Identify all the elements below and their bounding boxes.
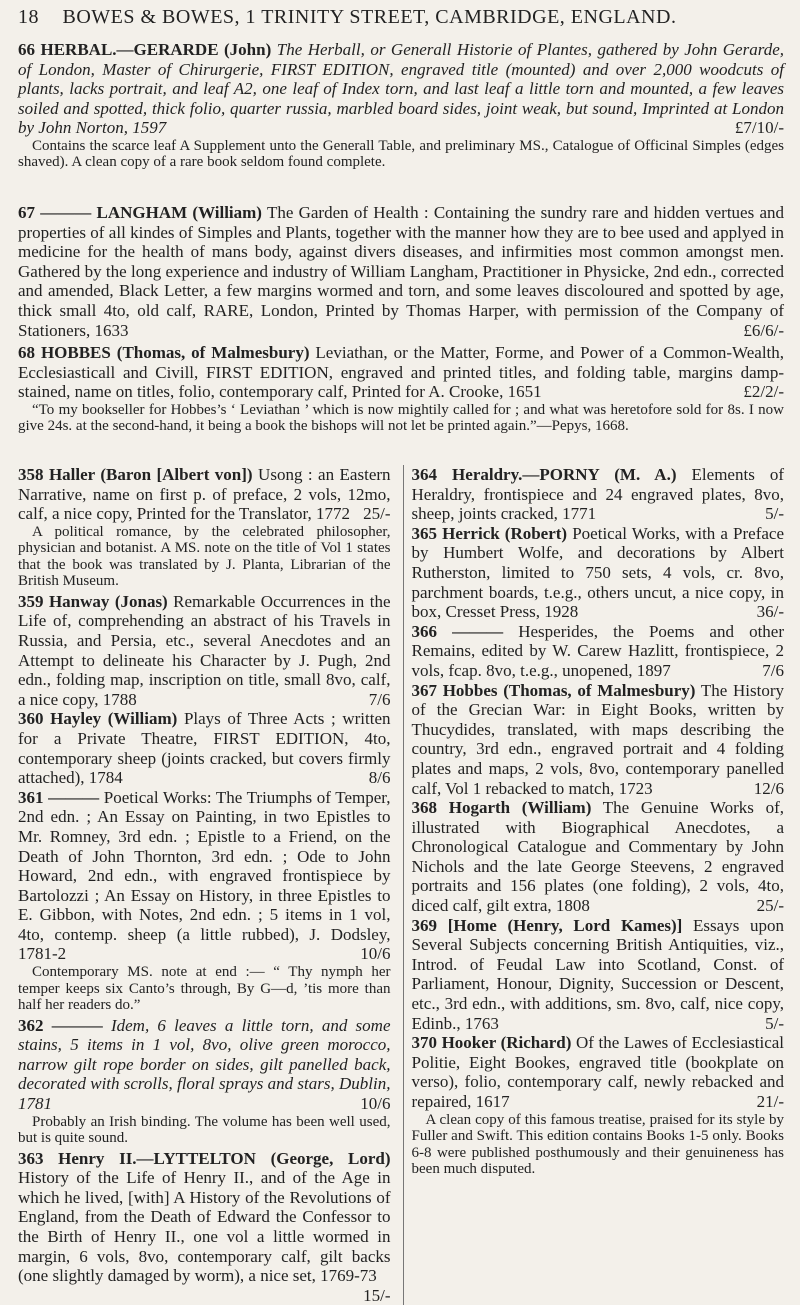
entry-heading: Hooker (Richard): [441, 1033, 572, 1053]
entry-367: [412, 681, 785, 799]
entry-price: 8/6: [368, 768, 391, 788]
entry-number: 359: [18, 591, 44, 611]
entry-heading: ——— LANGHAM (William): [40, 203, 262, 222]
entry-heading: ———: [51, 1015, 103, 1035]
entry-description: Leviathan, or the Matter, Forme, and Power of a Common-Wealth, Ecclesiasticall and Civill, FIRST EDITION, engraved and printed titles, and folding table, margins damp-stained, name on titles, folio, contemporary calf, Printed for A. Crooke, 1651: [18, 343, 785, 402]
entry-price: 15/-: [363, 1285, 391, 1305]
entry-heading: Heraldry.—PORNY (M. A.): [452, 465, 677, 484]
entry-description: The History of the Grecian War: in Eight Books, written by Thucydides, translated, with maps describing the country, 3rd edn., engraved portrait and 4 folding plates and maps, 2 vols, 8vo, contemporary panelled calf, Vol 1 rebacked to match, 1723: [411, 680, 784, 798]
entry-363: [18, 1148, 391, 1305]
right-column: [403, 465, 785, 1305]
entry-361: [18, 788, 391, 1014]
entry-price: 5/-: [765, 504, 784, 524]
entry-price: £2/2/-: [743, 382, 784, 402]
entry-68: [18, 343, 784, 437]
entry-description: Poetical Works: The Triumphs of Temper, 2nd edn. ; An Essay on Painting, in two Epistles to Mr. Romney, 3rd edn. ; Epistle to a Friend, on the Death of John Thornton, 3rd edn. ; Ode to John Howard, 2nd edn., with engraved frontispiece by Bartolozzi ; An Essay on History, in three Epistles to E. Gibbon, with Notes, 2nd edn. ; 5 items in 1 vol, 4to, contemp. sheep (a little rubbed), J. Dodsley, 1781-2: [18, 787, 391, 964]
entry-number: 358: [18, 465, 44, 484]
entry-note: A political romance, by the celebrated philosopher, physician and botanist. A MS. note on the title of Vol 1 states that the book was translated by J. Planta, Librarian of the British Museum.: [18, 523, 391, 590]
entry-364: [412, 465, 785, 524]
entry-price: £7/10/-: [734, 118, 784, 138]
entry-description: The Herball, or Generall Historie of Plantes, gathered by John Gerarde, of London, Master of Chirurgerie, FIRST EDITION, engraved title (mounted) and over 2,000 woodcuts of plants, lacks portrait, and leaf A2, one leaf of Index torn, and last leaf a little torn and mounted, a few leaves soiled and spotted, thick folio, quarter russia, marbled board sides, joint weak, but sound, Imprinted at London by John Norton, 1597: [18, 40, 784, 138]
entry-price: 5/-: [765, 1013, 784, 1033]
entry-description: The Genuine Works of, illustrated with Biographical Anecdotes, a Chronological Catalogue and Commentary by John Nichols and the late George Steevens, 2 engraved portraits and 156 plates (one folding), 2 vols, 4to, diced calf, gilt extra, 1808: [411, 798, 785, 916]
entry-heading: ———: [452, 621, 504, 641]
entry-price: 21/-: [756, 1092, 784, 1111]
entry-price: 36/-: [756, 602, 784, 622]
entry-description: History of the Life of Henry II., and of the Age in which he lived, [with] A History of the Revolutions of England, from the Death of Edward the Confessor to the Birth of Henry II., one vol a little wormed in margin, 6 vols, 8vo, contemporary calf, gilt backs (one slightly damaged by worm), a nice set, 1769-73: [18, 1168, 391, 1286]
entry-number: 370: [411, 1033, 437, 1053]
entry-number: 367: [411, 680, 437, 700]
entry-number: 365: [411, 523, 437, 543]
entry-price: 7/6: [368, 689, 391, 709]
entry-number: 363: [18, 1148, 44, 1168]
two-column-listing: [18, 465, 784, 1305]
entry-366: [412, 622, 785, 681]
entry-heading: Hanway (Jonas): [48, 591, 168, 611]
entry-number: 68: [18, 343, 35, 362]
entry-price: 12/6: [753, 778, 784, 798]
page-header: [18, 6, 788, 29]
entry-number: 361: [18, 787, 44, 807]
entry-heading: HERBAL.—GERARDE (John): [40, 40, 272, 59]
entry-number: 66: [18, 40, 35, 59]
entry-price: £6/6/-: [743, 320, 784, 340]
entry-heading: Hobbes (Thomas, of Malmesbury): [442, 680, 696, 700]
entry-note: A clean copy of this famous treatise, praised for its style by Fuller and Swift. This edition contains Books 1-5 only. Books 6-8 were published posthumously and their genuineness has been much disputed.: [411, 1111, 784, 1178]
entry-price: 25/-: [756, 896, 784, 916]
page-number: 18: [18, 6, 39, 28]
entry-price: 10/6: [360, 1093, 391, 1113]
entry-heading: Hayley (William): [50, 709, 178, 729]
entry-number: 369: [411, 915, 437, 935]
running-title: BOWES & BOWES, 1 TRINITY STREET, CAMBRIDGE, ENGLAND.: [62, 6, 677, 28]
entry-note: Contemporary MS. note at end :— “ Thy nymph her temper keeps six Canto’s through, By G—d, ’tis more than half her readers do.”: [18, 964, 391, 1014]
entry-description: Usong : an Eastern Narrative, name on first p. of preface, 2 vols, 12mo, calf, a nice copy, Printed for the Translator, 1772: [18, 465, 391, 524]
entry-note: Probably an Irish binding. The volume has been well used, but is quite sound.: [18, 1113, 391, 1147]
entry-description: Essays upon Several Subjects concerning British Antiquities, viz., Introd. of Feudal Law into Scotland, Const. of Parliament, Honour, Dignity, Succession or Descent, etc., 3rd edn., with additions, sm. 8vo, calf, nice copy, Edinb., 1763: [411, 915, 785, 1033]
entry-heading: ———: [48, 787, 100, 807]
entry-description: Elements of Heraldry, frontispiece and 24 engraved plates, 8vo, sheep, joints cracked, 1771: [411, 465, 785, 524]
entry-note: Contains the scarce leaf A Supplement unto the Generall Table, and preliminary MS., Catalogue of Officinal Simples (edges shaved). A clean copy of a rare book seldom found complete.: [18, 137, 784, 171]
entry-358: [18, 465, 391, 590]
entry-66: [18, 40, 784, 173]
entry-number: 360: [18, 709, 44, 729]
entry-description: The Garden of Health : Containing the sundry rare and hidden vertues and properties of all kindes of Simples and Plants, together with the manner how they are to bee used and applyed in medicine for the health of mans body, against divers diseases, and infirmities most common amongst men. Gathered by the long experience and industry of William Langham, Practitioner in Physicke, 2nd edn., corrected and amended, Black Letter, a few margins wormed and torn, and some leaves discoloured and spotted by age, thick small 4to, old calf, RARE, London, Printed by Thomas Harper, with permission of the Company of Stationers, 1633: [18, 203, 785, 340]
entry-heading: Herrick (Robert): [442, 523, 568, 543]
entry-heading: HOBBES (Thomas, of Malmesbury): [40, 343, 310, 362]
entry-description: Remarkable Occurrences in the Life of, comprehending an abstract of his Travels in Russia, and Persia, etc., several Anecdotes and an Attempt to delineate his Character by J. Pugh, 2nd edn., folding map, inscription on title, small 8vo, calf, a nice copy, 1788: [18, 591, 391, 709]
entry-description: Plays of Three Acts ; written for a Private Theatre, FIRST EDITION, 4to, contemporary sheep (joints cracked, but covers firmly attached), 1784: [18, 709, 391, 788]
left-column: [18, 465, 391, 1305]
entry-description: Hesperides, the Poems and other Remains, edited by W. Carew Hazlitt, frontispiece, 2 vols, fcap. 8vo, t.e.g., unopened, 1897: [411, 621, 784, 680]
entry-370: [412, 1033, 785, 1177]
entry-heading: Hogarth (William): [448, 798, 592, 818]
entry-heading: [Home (Henry, Lord Kames)]: [447, 915, 683, 935]
entry-note: “To my bookseller for Hobbes’s ‘ Leviathan ’ which is now mightily called for ; and what was heretofore sold for 8s. I now give 24s. at the second-hand, it being a book the bishops will not let be printed again.”—Pepys, 1668.: [18, 401, 784, 435]
entry-price: 7/6: [762, 660, 784, 680]
entry-heading: Henry II.—LYTTELTON (George, Lord): [58, 1148, 391, 1168]
entry-price: 10/6: [360, 944, 391, 964]
entry-number: 362: [18, 1015, 44, 1035]
entry-359: [18, 592, 391, 710]
entry-description: Of the Lawes of Ecclesiastical Politie, Eight Bookes, engraved title (bookplate on verso), folio, contemporary calf, newly rebacked and repaired, 1617: [411, 1033, 785, 1111]
entry-number: 366: [411, 621, 437, 641]
entry-369: [412, 916, 785, 1034]
entry-description: Poetical Works, with a Preface by Humbert Wolfe, and decorations by Albert Rutherston, limited to 750 sets, 4 vols, cr. 8vo, parchment boards, t.e.g., others uncut, a nice copy, in box, Cresset Press, 1928: [411, 523, 785, 622]
entry-number: 364: [411, 465, 437, 484]
entry-number: 368: [411, 798, 437, 818]
entry-description: Idem, 6 leaves a little torn, and some stains, 5 items in 1 vol, 8vo, olive green morocco, narrow gilt rope border on sides, gilt panelled back, decorated with scrolls, floral sprays and stars, Dublin, 1781: [18, 1015, 391, 1113]
entry-number: 67: [18, 203, 35, 222]
entry-362: [18, 1016, 391, 1147]
entry-67: [18, 203, 784, 340]
entry-360: [18, 709, 391, 787]
entry-368: [412, 798, 785, 916]
entry-price: 25/-: [363, 504, 391, 524]
entry-365: [412, 524, 785, 622]
entry-heading: Haller (Baron [Albert von]): [48, 465, 253, 484]
